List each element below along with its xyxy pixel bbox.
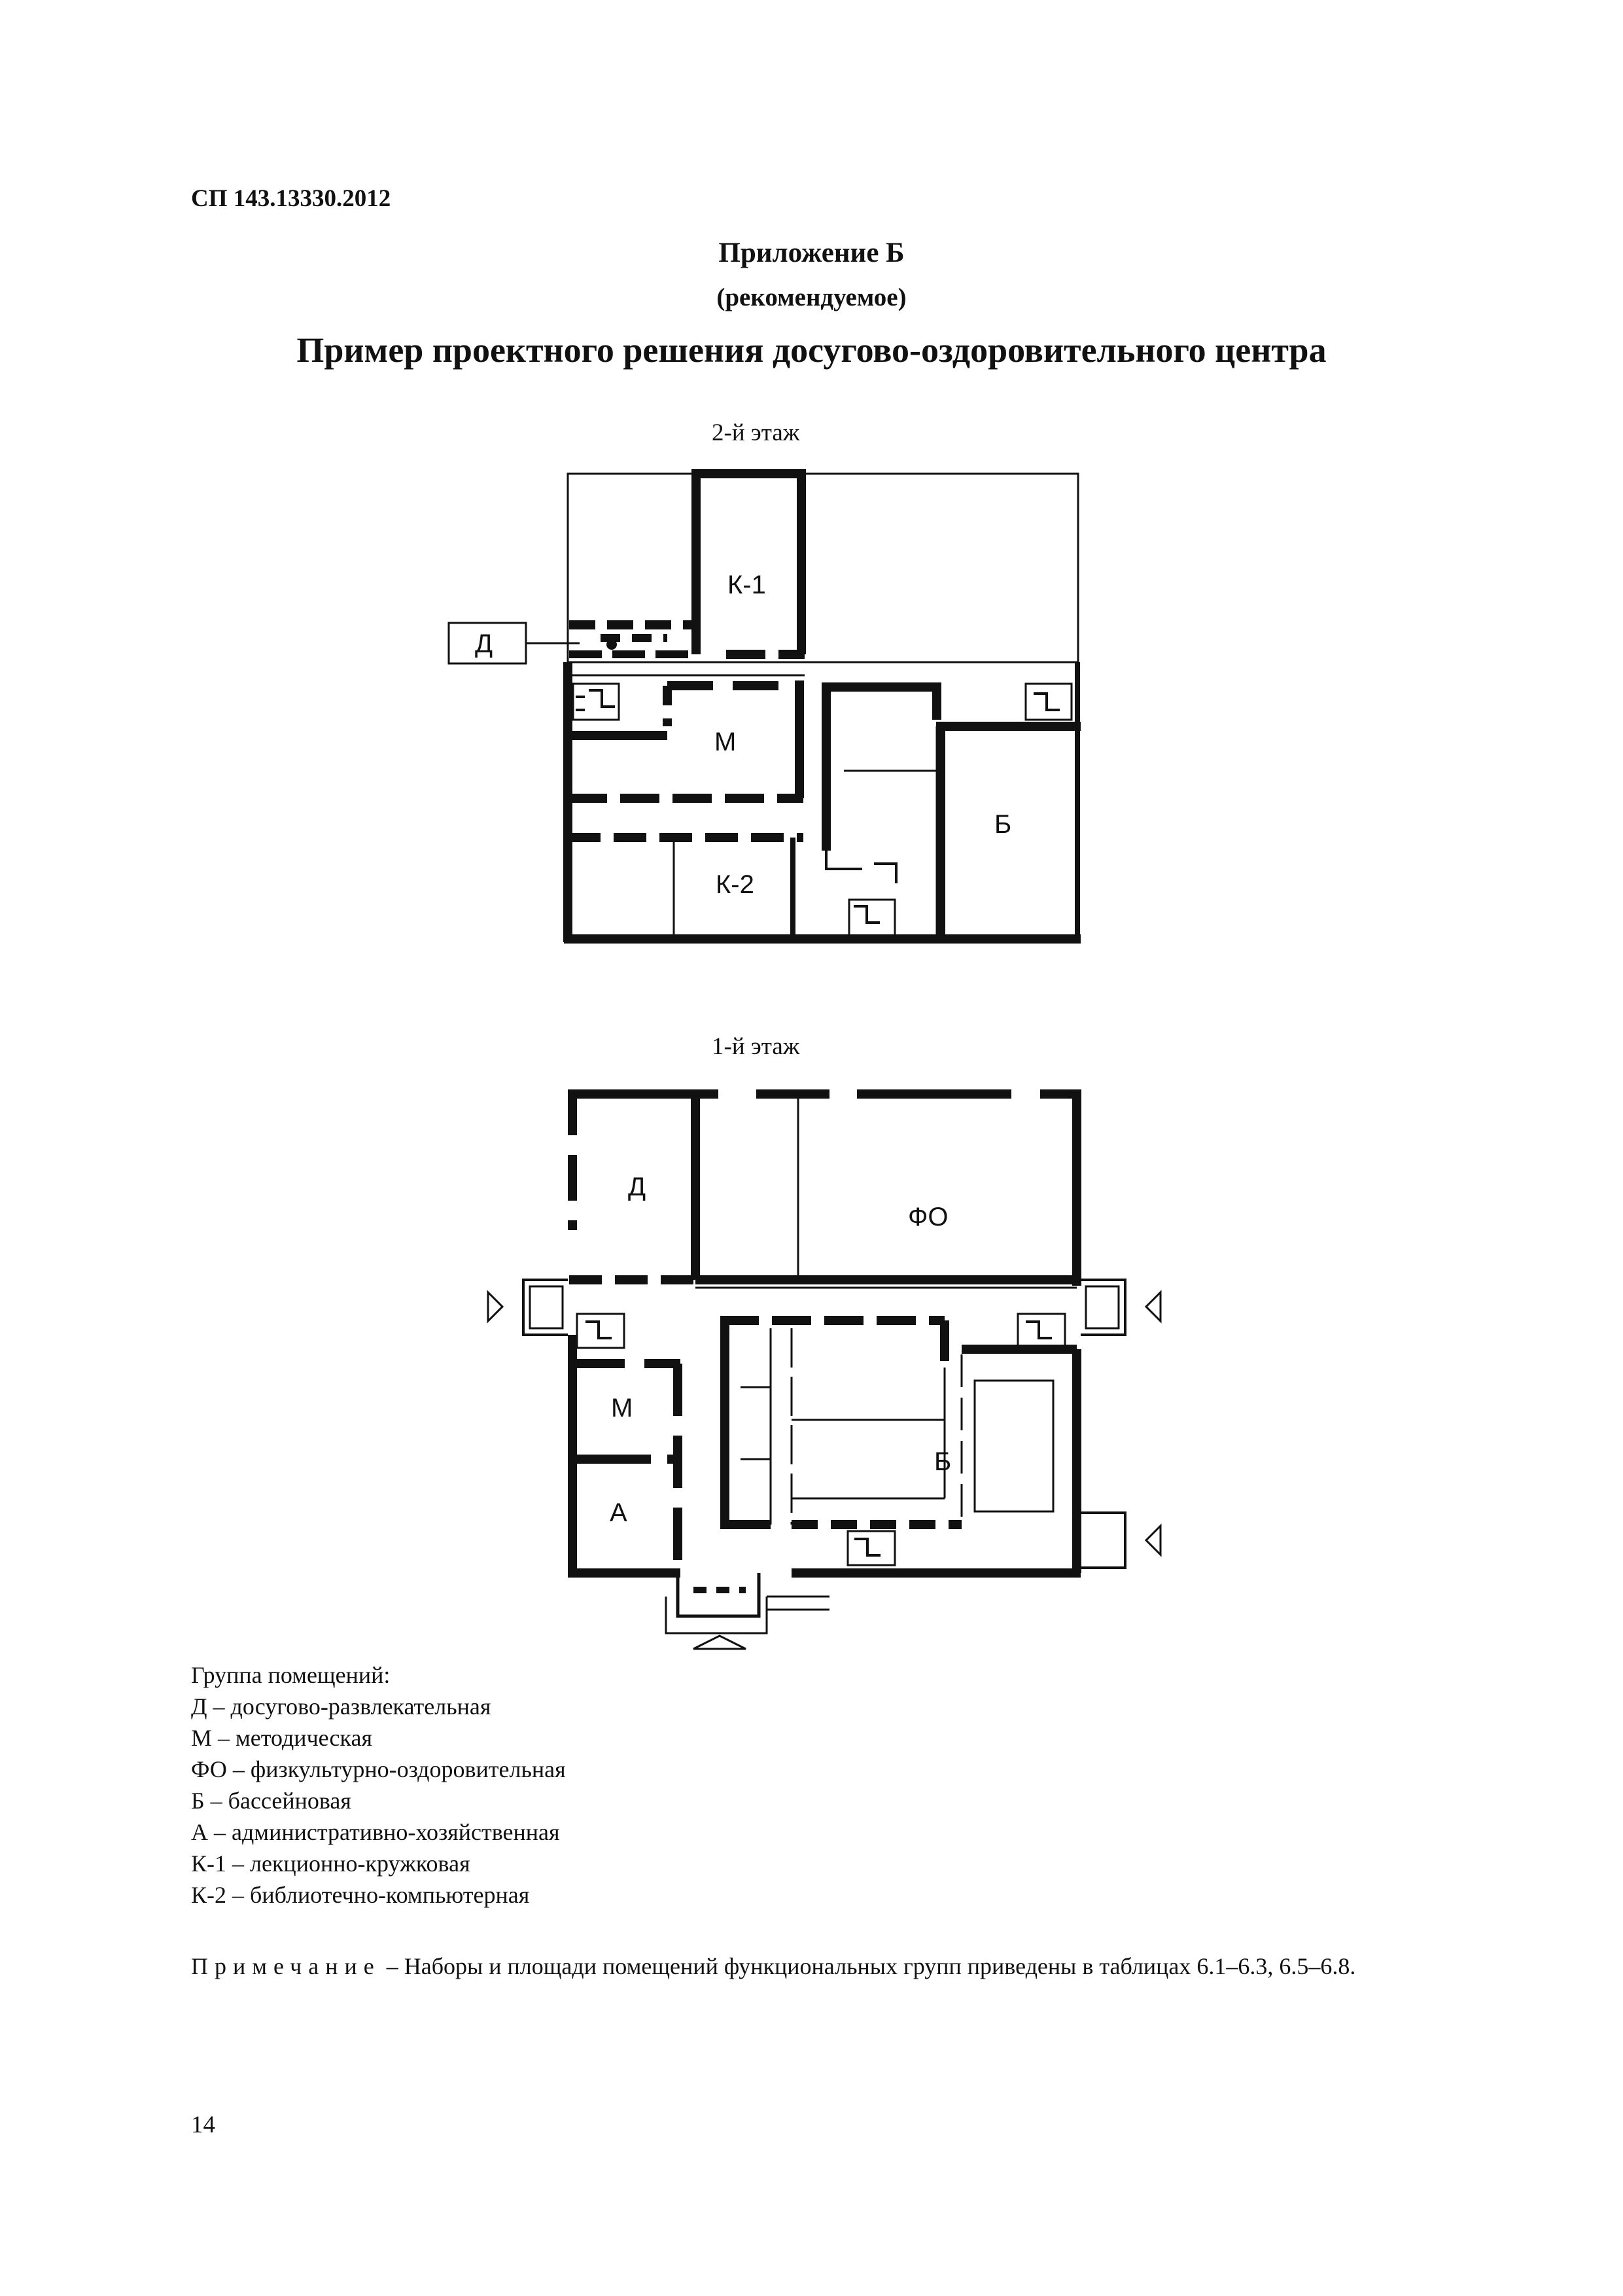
floor1-label: 1-й этаж (712, 1033, 800, 1060)
legend-item: А – административно-хозяйственная (191, 1819, 560, 1845)
legend-item: М – методическая (191, 1725, 373, 1751)
legend-item: Д – досугово-развлекательная (191, 1693, 491, 1720)
floor1-room-d: Д (628, 1173, 646, 1201)
floor1-plan (488, 1089, 1161, 1649)
floor1-room-m: М (611, 1394, 633, 1422)
note-label: Примечание (191, 1953, 381, 1979)
floor2-room-k1: К-1 (727, 571, 766, 599)
floor2-label: 2-й этаж (712, 419, 800, 446)
floor2-room-m: М (714, 728, 737, 756)
legend-item: К-2 – библиотечно-компьютерная (191, 1882, 530, 1908)
legend-item: Б – бассейновая (191, 1788, 351, 1814)
note-text: – Наборы и площади помещений функциональных групп приведены в таблицах 6.1–6.3, 6.5–6.8. (380, 1953, 1356, 1979)
floor2-room-d: Д (475, 629, 493, 658)
page-title: Пример проектного решения досугово-оздоровительного центра (296, 330, 1327, 370)
legend-item: ФО – физкультурно-оздоровительная (191, 1756, 566, 1782)
page-number: 14 (191, 2111, 215, 2138)
document-code: СП 143.13330.2012 (191, 185, 391, 212)
note (191, 1950, 1434, 1983)
appendix-title: Приложение Б (718, 238, 905, 268)
legend-heading: Группа помещений: (191, 1662, 391, 1688)
appendix-subtitle: (рекомендуемое) (716, 283, 907, 311)
floor2-plan (449, 474, 1081, 942)
floor1-room-a: А (610, 1498, 627, 1527)
legend-item: К-1 – лекционно-кружковая (191, 1850, 470, 1877)
floor1-room-b: Б (934, 1447, 952, 1476)
floor2-room-b: Б (994, 810, 1012, 839)
legend (191, 1659, 566, 1911)
floor2-room-k2: К-2 (716, 870, 754, 899)
floor1-room-fo: ФО (908, 1203, 949, 1231)
